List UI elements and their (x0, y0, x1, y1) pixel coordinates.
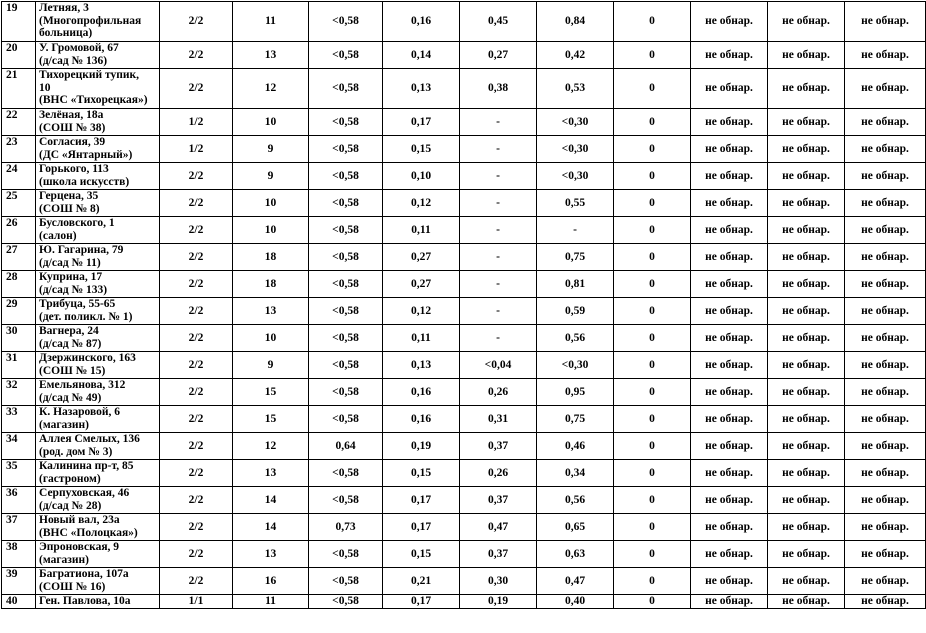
ratio-cell: 2/2 (160, 217, 233, 244)
value-cell: 13 (233, 460, 309, 487)
value-cell: 0,37 (460, 487, 537, 514)
value-cell: 0 (614, 379, 691, 406)
value-cell: 10 (233, 217, 309, 244)
value-cell: 0,16 (383, 2, 460, 42)
table-row (2, 433, 926, 460)
address-cell: Герцена, 35 (СОШ № 8) (36, 190, 160, 217)
detection-cell: не обнар. (691, 271, 768, 298)
value-cell: 0,26 (460, 379, 537, 406)
detection-cell: не обнар. (691, 136, 768, 163)
detection-cell: не обнар. (691, 352, 768, 379)
ratio-cell: 2/2 (160, 460, 233, 487)
value-cell: 0 (614, 109, 691, 136)
value-cell: 0 (614, 433, 691, 460)
detection-cell: не обнар. (845, 2, 926, 42)
value-cell: <0,58 (309, 460, 383, 487)
table-row (2, 352, 926, 379)
value-cell: 0 (614, 406, 691, 433)
detection-cell: не обнар. (768, 217, 845, 244)
value-cell: 0,21 (383, 568, 460, 595)
value-cell: <0,30 (537, 352, 614, 379)
row-number: 38 (2, 541, 36, 568)
detection-cell: не обнар. (691, 460, 768, 487)
detection-cell: не обнар. (845, 514, 926, 541)
row-number: 40 (2, 595, 36, 609)
value-cell: 0 (614, 163, 691, 190)
value-cell: 0,65 (537, 514, 614, 541)
value-cell: 10 (233, 325, 309, 352)
ratio-cell: 2/2 (160, 2, 233, 42)
address-cell: Емельянова, 312 (д/сад № 49) (36, 379, 160, 406)
value-cell: 13 (233, 298, 309, 325)
value-cell: <0,58 (309, 325, 383, 352)
value-cell: <0,58 (309, 271, 383, 298)
value-cell: - (460, 298, 537, 325)
ratio-cell: 1/2 (160, 136, 233, 163)
detection-cell: не обнар. (691, 69, 768, 109)
detection-cell: не обнар. (768, 325, 845, 352)
detection-cell: не обнар. (691, 433, 768, 460)
value-cell: 0 (614, 352, 691, 379)
value-cell: 13 (233, 42, 309, 69)
row-number: 31 (2, 352, 36, 379)
value-cell: 0,56 (537, 487, 614, 514)
value-cell: 0 (614, 487, 691, 514)
ratio-cell: 2/2 (160, 244, 233, 271)
detection-cell: не обнар. (768, 244, 845, 271)
detection-cell: не обнар. (691, 406, 768, 433)
table-row (2, 217, 926, 244)
value-cell: 0 (614, 595, 691, 609)
value-cell: - (460, 244, 537, 271)
value-cell: 0,16 (383, 406, 460, 433)
value-cell: <0,58 (309, 298, 383, 325)
value-cell: 0,42 (537, 42, 614, 69)
address-cell: Ю. Гагарина, 79 (д/сад № 11) (36, 244, 160, 271)
address-cell: Бусловского, 1 (салон) (36, 217, 160, 244)
value-cell: 0,17 (383, 514, 460, 541)
value-cell: 0 (614, 190, 691, 217)
value-cell: <0,58 (309, 217, 383, 244)
value-cell: 0 (614, 42, 691, 69)
value-cell: <0,58 (309, 2, 383, 42)
detection-cell: не обнар. (845, 487, 926, 514)
value-cell: 0,11 (383, 217, 460, 244)
detection-cell: не обнар. (845, 352, 926, 379)
value-cell: 0,38 (460, 69, 537, 109)
detection-cell: не обнар. (768, 487, 845, 514)
detection-cell: не обнар. (768, 298, 845, 325)
value-cell: 16 (233, 568, 309, 595)
value-cell: 0,27 (383, 271, 460, 298)
address-cell: Ген. Павлова, 10а (36, 595, 160, 609)
detection-cell: не обнар. (845, 460, 926, 487)
value-cell: 0,47 (537, 568, 614, 595)
value-cell: - (460, 163, 537, 190)
detection-cell: не обнар. (768, 42, 845, 69)
value-cell: 0,40 (537, 595, 614, 609)
detection-cell: не обнар. (691, 244, 768, 271)
value-cell: - (460, 190, 537, 217)
table-row (2, 42, 926, 69)
row-number: 21 (2, 69, 36, 109)
row-number: 24 (2, 163, 36, 190)
detection-cell: не обнар. (845, 595, 926, 609)
table-row (2, 541, 926, 568)
value-cell: 0 (614, 298, 691, 325)
value-cell: 0,73 (309, 514, 383, 541)
table-row (2, 271, 926, 298)
ratio-cell: 2/2 (160, 406, 233, 433)
address-cell: Трибуца, 55-65 (дет. поликл. № 1) (36, 298, 160, 325)
value-cell: 0,34 (537, 460, 614, 487)
detection-cell: не обнар. (691, 298, 768, 325)
detection-cell: не обнар. (768, 163, 845, 190)
table-row (2, 595, 926, 609)
detection-cell: не обнар. (845, 433, 926, 460)
detection-cell: не обнар. (845, 406, 926, 433)
value-cell: 0,30 (460, 568, 537, 595)
value-cell: 11 (233, 595, 309, 609)
value-cell: 12 (233, 433, 309, 460)
address-cell: У. Громовой, 67 (д/сад № 136) (36, 42, 160, 69)
address-cell: Калинина пр-т, 85 (гастроном) (36, 460, 160, 487)
value-cell: <0,58 (309, 136, 383, 163)
value-cell: 0 (614, 271, 691, 298)
value-cell: 0,17 (383, 487, 460, 514)
row-number: 23 (2, 136, 36, 163)
value-cell: 14 (233, 514, 309, 541)
table-row (2, 325, 926, 352)
table-row (2, 2, 926, 42)
ratio-cell: 2/2 (160, 568, 233, 595)
row-number: 39 (2, 568, 36, 595)
value-cell: <0,58 (309, 163, 383, 190)
row-number: 25 (2, 190, 36, 217)
detection-cell: не обнар. (691, 2, 768, 42)
value-cell: 0 (614, 244, 691, 271)
value-cell: 0,26 (460, 460, 537, 487)
value-cell: - (460, 109, 537, 136)
value-cell: 0,17 (383, 109, 460, 136)
value-cell: 0,15 (383, 460, 460, 487)
value-cell: 0,13 (383, 69, 460, 109)
address-cell: Багратиона, 107а (СОШ № 16) (36, 568, 160, 595)
detection-cell: не обнар. (768, 460, 845, 487)
address-cell: Новый вал, 23а (ВНС «Полоцкая») (36, 514, 160, 541)
ratio-cell: 1/2 (160, 109, 233, 136)
value-cell: 0 (614, 136, 691, 163)
detection-cell: не обнар. (845, 568, 926, 595)
table-row (2, 487, 926, 514)
detection-cell: не обнар. (768, 433, 845, 460)
value-cell: <0,58 (309, 568, 383, 595)
ratio-cell: 2/2 (160, 325, 233, 352)
table-row (2, 69, 926, 109)
detection-cell: не обнар. (768, 271, 845, 298)
ratio-cell: 2/2 (160, 514, 233, 541)
ratio-cell: 2/2 (160, 433, 233, 460)
detection-cell: не обнар. (845, 298, 926, 325)
value-cell: 0,55 (537, 190, 614, 217)
address-cell: Горького, 113 (школа искусств) (36, 163, 160, 190)
table-row (2, 379, 926, 406)
detection-cell: не обнар. (768, 514, 845, 541)
detection-cell: не обнар. (691, 568, 768, 595)
value-cell: 0,37 (460, 541, 537, 568)
value-cell: <0,58 (309, 352, 383, 379)
value-cell: 10 (233, 190, 309, 217)
address-cell: Серпуховская, 46 (д/сад № 28) (36, 487, 160, 514)
row-number: 34 (2, 433, 36, 460)
value-cell: 13 (233, 541, 309, 568)
row-number: 20 (2, 42, 36, 69)
value-cell: 0,13 (383, 352, 460, 379)
detection-cell: не обнар. (845, 163, 926, 190)
value-cell: - (460, 136, 537, 163)
value-cell: 15 (233, 406, 309, 433)
detection-cell: не обнар. (768, 595, 845, 609)
detection-cell: не обнар. (691, 109, 768, 136)
value-cell: <0,58 (309, 541, 383, 568)
ratio-cell: 2/2 (160, 541, 233, 568)
detection-cell: не обнар. (845, 325, 926, 352)
detection-cell: не обнар. (768, 541, 845, 568)
value-cell: 0 (614, 2, 691, 42)
value-cell: 0,53 (537, 69, 614, 109)
address-cell: К. Назаровой, 6 (магазин) (36, 406, 160, 433)
value-cell: <0,04 (460, 352, 537, 379)
row-number: 29 (2, 298, 36, 325)
value-cell: 0,84 (537, 2, 614, 42)
value-cell: 0 (614, 514, 691, 541)
value-cell: 0,75 (537, 244, 614, 271)
address-cell: Зелёная, 18а (СОШ № 38) (36, 109, 160, 136)
value-cell: 0 (614, 69, 691, 109)
value-cell: <0,58 (309, 109, 383, 136)
value-cell: 0,64 (309, 433, 383, 460)
value-cell: - (537, 217, 614, 244)
detection-cell: не обнар. (768, 379, 845, 406)
value-cell: 0,14 (383, 42, 460, 69)
value-cell: 12 (233, 69, 309, 109)
value-cell: <0,58 (309, 406, 383, 433)
table-row (2, 109, 926, 136)
row-number: 30 (2, 325, 36, 352)
address-cell: Дзержинского, 163 (СОШ № 15) (36, 352, 160, 379)
ratio-cell: 2/2 (160, 271, 233, 298)
value-cell: 0,19 (383, 433, 460, 460)
table-row (2, 244, 926, 271)
table-body (2, 2, 926, 609)
ratio-cell: 2/2 (160, 69, 233, 109)
value-cell: <0,30 (537, 163, 614, 190)
value-cell: 15 (233, 379, 309, 406)
row-number: 32 (2, 379, 36, 406)
address-cell: Вагнера, 24 (д/сад № 87) (36, 325, 160, 352)
value-cell: 10 (233, 109, 309, 136)
value-cell: <0,58 (309, 42, 383, 69)
ratio-cell: 2/2 (160, 352, 233, 379)
value-cell: 0,63 (537, 541, 614, 568)
ratio-cell: 2/2 (160, 190, 233, 217)
value-cell: 18 (233, 244, 309, 271)
value-cell: 11 (233, 2, 309, 42)
row-number: 35 (2, 460, 36, 487)
detection-cell: не обнар. (845, 271, 926, 298)
value-cell: 0,15 (383, 541, 460, 568)
detection-cell: не обнар. (845, 109, 926, 136)
ratio-cell: 2/2 (160, 487, 233, 514)
value-cell: 0,95 (537, 379, 614, 406)
value-cell: <0,58 (309, 190, 383, 217)
value-cell: 9 (233, 163, 309, 190)
table-row (2, 190, 926, 217)
row-number: 19 (2, 2, 36, 42)
detection-cell: не обнар. (845, 217, 926, 244)
detection-cell: не обнар. (768, 568, 845, 595)
value-cell: 0,27 (460, 42, 537, 69)
value-cell: 9 (233, 136, 309, 163)
value-cell: 0,59 (537, 298, 614, 325)
row-number: 36 (2, 487, 36, 514)
address-cell: Тихорецкий тупик, 10 (ВНС «Тихорецкая») (36, 69, 160, 109)
detection-cell: не обнар. (691, 325, 768, 352)
table-row (2, 163, 926, 190)
detection-cell: не обнар. (691, 541, 768, 568)
detection-cell: не обнар. (845, 42, 926, 69)
ratio-cell: 2/2 (160, 163, 233, 190)
detection-cell: не обнар. (768, 352, 845, 379)
row-number: 27 (2, 244, 36, 271)
value-cell: 9 (233, 352, 309, 379)
address-cell: Летняя, 3 (Многопрофильная больница) (36, 2, 160, 42)
value-cell: 0,75 (537, 406, 614, 433)
value-cell: - (460, 271, 537, 298)
address-cell: Куприна, 17 (д/сад № 133) (36, 271, 160, 298)
value-cell: - (460, 217, 537, 244)
table-row (2, 460, 926, 487)
value-cell: 0 (614, 217, 691, 244)
value-cell: 18 (233, 271, 309, 298)
value-cell: 0,12 (383, 298, 460, 325)
table-row (2, 136, 926, 163)
value-cell: 0,27 (383, 244, 460, 271)
address-cell: Эпроновская, 9 (магазин) (36, 541, 160, 568)
detection-cell: не обнар. (845, 69, 926, 109)
value-cell: <0,58 (309, 595, 383, 609)
value-cell: 0 (614, 568, 691, 595)
value-cell: 0 (614, 460, 691, 487)
table-row (2, 568, 926, 595)
table-row (2, 298, 926, 325)
row-number: 37 (2, 514, 36, 541)
measurements-table (1, 1, 926, 609)
detection-cell: не обнар. (768, 190, 845, 217)
detection-cell: не обнар. (691, 217, 768, 244)
row-number: 28 (2, 271, 36, 298)
address-cell: Согласия, 39 (ДС «Янтарный») (36, 136, 160, 163)
value-cell: <0,30 (537, 136, 614, 163)
value-cell: 0,11 (383, 325, 460, 352)
value-cell: 14 (233, 487, 309, 514)
value-cell: 0,47 (460, 514, 537, 541)
value-cell: 0,16 (383, 379, 460, 406)
detection-cell: не обнар. (845, 136, 926, 163)
detection-cell: не обнар. (691, 42, 768, 69)
value-cell: 0,17 (383, 595, 460, 609)
row-number: 22 (2, 109, 36, 136)
detection-cell: не обнар. (691, 163, 768, 190)
row-number: 26 (2, 217, 36, 244)
detection-cell: не обнар. (691, 190, 768, 217)
ratio-cell: 2/2 (160, 379, 233, 406)
value-cell: 0,56 (537, 325, 614, 352)
detection-cell: не обнар. (691, 595, 768, 609)
value-cell: 0,45 (460, 2, 537, 42)
ratio-cell: 1/1 (160, 595, 233, 609)
value-cell: 0,19 (460, 595, 537, 609)
ratio-cell: 2/2 (160, 42, 233, 69)
detection-cell: не обнар. (845, 541, 926, 568)
value-cell: - (460, 325, 537, 352)
detection-cell: не обнар. (768, 69, 845, 109)
value-cell: 0 (614, 541, 691, 568)
row-number: 33 (2, 406, 36, 433)
detection-cell: не обнар. (691, 379, 768, 406)
value-cell: 0,81 (537, 271, 614, 298)
detection-cell: не обнар. (768, 2, 845, 42)
value-cell: <0,58 (309, 69, 383, 109)
detection-cell: не обнар. (691, 487, 768, 514)
detection-cell: не обнар. (768, 136, 845, 163)
value-cell: 0,31 (460, 406, 537, 433)
value-cell: 0 (614, 325, 691, 352)
table-row (2, 514, 926, 541)
value-cell: 0,10 (383, 163, 460, 190)
detection-cell: не обнар. (691, 514, 768, 541)
value-cell: 0,15 (383, 136, 460, 163)
table-row (2, 406, 926, 433)
value-cell: 0,12 (383, 190, 460, 217)
value-cell: <0,58 (309, 244, 383, 271)
detection-cell: не обнар. (845, 190, 926, 217)
address-cell: Аллея Смелых, 136 (род. дом № 3) (36, 433, 160, 460)
detection-cell: не обнар. (768, 109, 845, 136)
value-cell: <0,58 (309, 487, 383, 514)
detection-cell: не обнар. (845, 379, 926, 406)
detection-cell: не обнар. (845, 244, 926, 271)
value-cell: 0,46 (537, 433, 614, 460)
detection-cell: не обнар. (768, 406, 845, 433)
value-cell: <0,30 (537, 109, 614, 136)
value-cell: <0,58 (309, 379, 383, 406)
value-cell: 0,37 (460, 433, 537, 460)
ratio-cell: 2/2 (160, 298, 233, 325)
